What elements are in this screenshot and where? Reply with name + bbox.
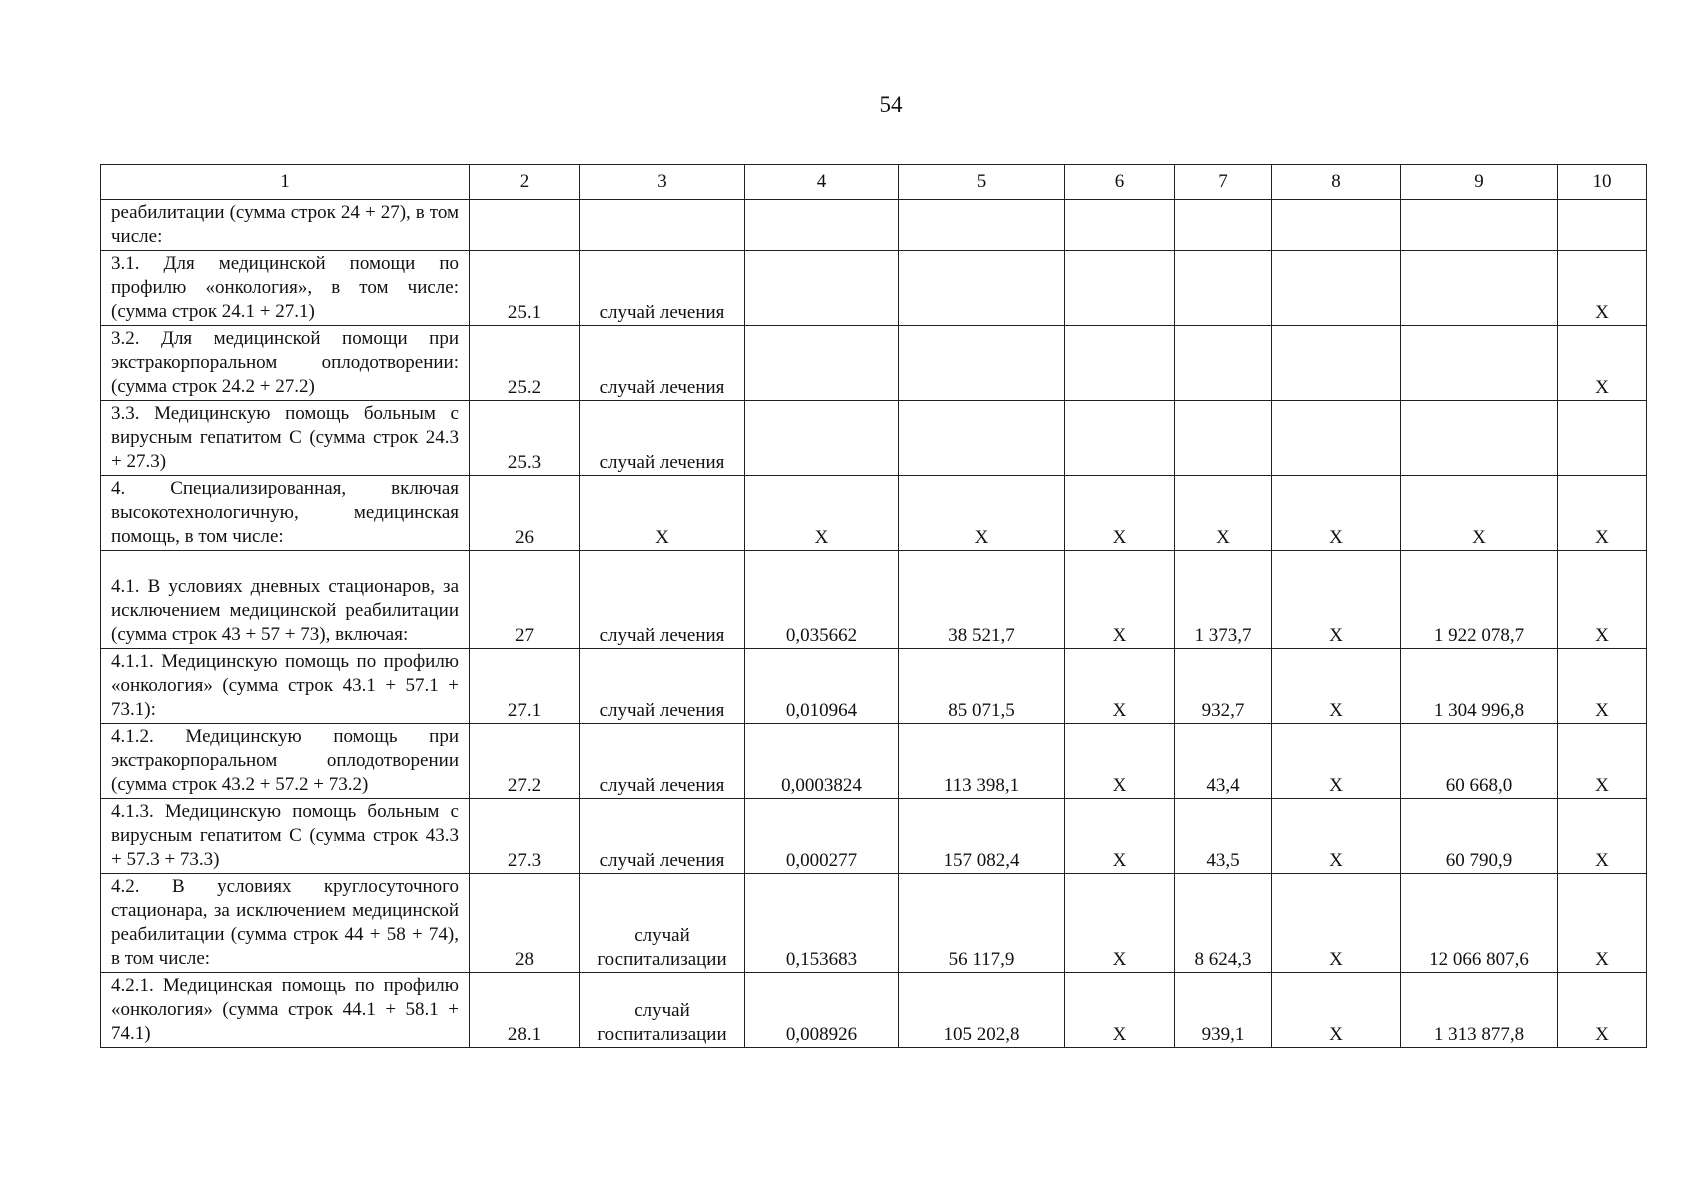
table-cell [1401, 326, 1558, 401]
table-cell [1175, 251, 1272, 326]
table-cell [1175, 326, 1272, 401]
cost-cell: 105 202,8 [899, 973, 1065, 1048]
table-row [101, 724, 1647, 799]
table-cell: X [1065, 799, 1175, 874]
row-label: 4.1. В условиях дневных стационаров, за исключением медицинской реабилитации (сумма строк 43 + 57 + 73), включая: [101, 551, 470, 649]
unit-cell: случай лечения [580, 799, 745, 874]
cost-cell: 56 117,9 [899, 874, 1065, 973]
table-cell: X [1401, 476, 1558, 551]
table-cell: X [1558, 476, 1647, 551]
table-cell: 1 373,7 [1175, 551, 1272, 649]
column-header: 9 [1401, 165, 1558, 200]
table-row [101, 476, 1647, 551]
table-cell: X [1272, 476, 1401, 551]
column-header: 5 [899, 165, 1065, 200]
volume-cell: X [745, 476, 899, 551]
table-cell [1065, 401, 1175, 476]
table-cell: X [1558, 874, 1647, 973]
table-cell: X [1272, 649, 1401, 724]
table-cell [1401, 401, 1558, 476]
table-cell: 12 066 807,6 [1401, 874, 1558, 973]
table-cell [1558, 401, 1647, 476]
row-code: 28 [470, 874, 580, 973]
volume-cell [745, 326, 899, 401]
header-row [101, 165, 1647, 200]
cost-cell: 113 398,1 [899, 724, 1065, 799]
volume-cell [745, 401, 899, 476]
table-cell: X [1272, 799, 1401, 874]
row-code: 25.2 [470, 326, 580, 401]
table-cell: X [1065, 476, 1175, 551]
table-row [101, 401, 1647, 476]
table-row [101, 874, 1647, 973]
column-header: 8 [1272, 165, 1401, 200]
table-row [101, 973, 1647, 1048]
table-cell [1272, 326, 1401, 401]
table-cell: X [1558, 251, 1647, 326]
volume-cell: 0,153683 [745, 874, 899, 973]
table-cell: 1 304 996,8 [1401, 649, 1558, 724]
row-code: 27.2 [470, 724, 580, 799]
cost-cell: X [899, 476, 1065, 551]
row-code: 25.3 [470, 401, 580, 476]
table-cell: 1 922 078,7 [1401, 551, 1558, 649]
row-label: 4.1.1. Медицинскую помощь по профилю «онкология» (сумма строк 43.1 + 57.1 + 73.1): [101, 649, 470, 724]
table-cell [1065, 326, 1175, 401]
table-cell: 60 790,9 [1401, 799, 1558, 874]
unit-cell: случай лечения [580, 326, 745, 401]
column-header: 3 [580, 165, 745, 200]
row-label: реабилитации (сумма строк 24 + 27), в том числе: [101, 200, 470, 251]
table-cell: X [1558, 326, 1647, 401]
column-header: 2 [470, 165, 580, 200]
volume-cell [745, 251, 899, 326]
unit-cell: случай лечения [580, 724, 745, 799]
volume-cell: 0,000277 [745, 799, 899, 874]
cost-cell [899, 251, 1065, 326]
table-cell [1272, 251, 1401, 326]
row-code: 28.1 [470, 973, 580, 1048]
data-table [100, 164, 1647, 1048]
table-header [101, 165, 1647, 200]
row-label: 4.1.2. Медицинскую помощь при экстракорпоральном оплодотворении (сумма строк 43.2 + 57.2 + 73.2) [101, 724, 470, 799]
table-cell: 60 668,0 [1401, 724, 1558, 799]
table-cell [1065, 200, 1175, 251]
table-cell: X [1272, 973, 1401, 1048]
column-header: 1 [101, 165, 470, 200]
table-cell: 8 624,3 [1175, 874, 1272, 973]
cost-cell [899, 200, 1065, 251]
cost-cell [899, 326, 1065, 401]
table-row [101, 200, 1647, 251]
row-code: 27.3 [470, 799, 580, 874]
table-row [101, 649, 1647, 724]
table-cell: 43,4 [1175, 724, 1272, 799]
column-header: 6 [1065, 165, 1175, 200]
table-cell: X [1065, 874, 1175, 973]
table-cell: 932,7 [1175, 649, 1272, 724]
table-cell [1175, 200, 1272, 251]
table-cell: X [1272, 724, 1401, 799]
table-cell: 939,1 [1175, 973, 1272, 1048]
row-code [470, 200, 580, 251]
table-row [101, 551, 1647, 649]
row-label: 4.1.3. Медицинскую помощь больным с вирусным гепатитом С (сумма строк 43.3 + 57.3 + 73.3) [101, 799, 470, 874]
row-code: 26 [470, 476, 580, 551]
volume-cell: 0,010964 [745, 649, 899, 724]
table-row [101, 251, 1647, 326]
unit-cell: случай лечения [580, 551, 745, 649]
row-label: 3.3. Медицинскую помощь больным с вирусным гепатитом С (сумма строк 24.3 + 27.3) [101, 401, 470, 476]
table-row [101, 799, 1647, 874]
row-label: 4.2. В условиях круглосуточного стационара, за исключением медицинской реабилитации (сумма строк 44 + 58 + 74), в том числе: [101, 874, 470, 973]
table-cell: X [1558, 799, 1647, 874]
table-cell: X [1065, 649, 1175, 724]
volume-cell: 0,035662 [745, 551, 899, 649]
column-header: 7 [1175, 165, 1272, 200]
table-cell [1558, 200, 1647, 251]
table-cell: X [1272, 874, 1401, 973]
cost-cell: 85 071,5 [899, 649, 1065, 724]
table-cell [1065, 251, 1175, 326]
row-label: 3.1. Для медицинской помощи по профилю «онкология», в том числе: (сумма строк 24.1 + 27.1) [101, 251, 470, 326]
row-code: 27 [470, 551, 580, 649]
table-cell: X [1558, 724, 1647, 799]
table-cell [1175, 401, 1272, 476]
row-code: 25.1 [470, 251, 580, 326]
unit-cell: случай лечения [580, 649, 745, 724]
cost-cell: 38 521,7 [899, 551, 1065, 649]
unit-cell: случай лечения [580, 401, 745, 476]
column-header: 4 [745, 165, 899, 200]
table-cell [1401, 200, 1558, 251]
unit-cell: случай госпитализации [580, 973, 745, 1048]
row-label: 4. Специализированная, включая высокотехнологичную, медицинская помощь, в том числе: [101, 476, 470, 551]
table-cell: X [1272, 551, 1401, 649]
table-cell [1272, 401, 1401, 476]
volume-cell: 0,0003824 [745, 724, 899, 799]
row-code: 27.1 [470, 649, 580, 724]
table-row [101, 326, 1647, 401]
table-cell: X [1558, 551, 1647, 649]
volume-cell [745, 200, 899, 251]
table-cell: 43,5 [1175, 799, 1272, 874]
table-cell: X [1558, 649, 1647, 724]
table-cell [1272, 200, 1401, 251]
row-label: 3.2. Для медицинской помощи при экстракорпоральном оплодотворении: (сумма строк 24.2 + 27.2) [101, 326, 470, 401]
table-cell: X [1558, 973, 1647, 1048]
cost-cell [899, 401, 1065, 476]
cost-cell: 157 082,4 [899, 799, 1065, 874]
table-cell [1401, 251, 1558, 326]
page-number: 54 [879, 92, 903, 117]
unit-cell: случай госпитализации [580, 874, 745, 973]
table-cell: 1 313 877,8 [1401, 973, 1558, 1048]
column-header: 10 [1558, 165, 1647, 200]
table-cell: X [1065, 551, 1175, 649]
table-cell: X [1065, 724, 1175, 799]
volume-cell: 0,008926 [745, 973, 899, 1048]
unit-cell: случай лечения [580, 251, 745, 326]
table-cell: X [1065, 973, 1175, 1048]
unit-cell [580, 200, 745, 251]
table-cell: X [1175, 476, 1272, 551]
row-label: 4.2.1. Медицинская помощь по профилю «онкология» (сумма строк 44.1 + 58.1 + 74.1) [101, 973, 470, 1048]
table-body [101, 200, 1647, 1048]
unit-cell: X [580, 476, 745, 551]
